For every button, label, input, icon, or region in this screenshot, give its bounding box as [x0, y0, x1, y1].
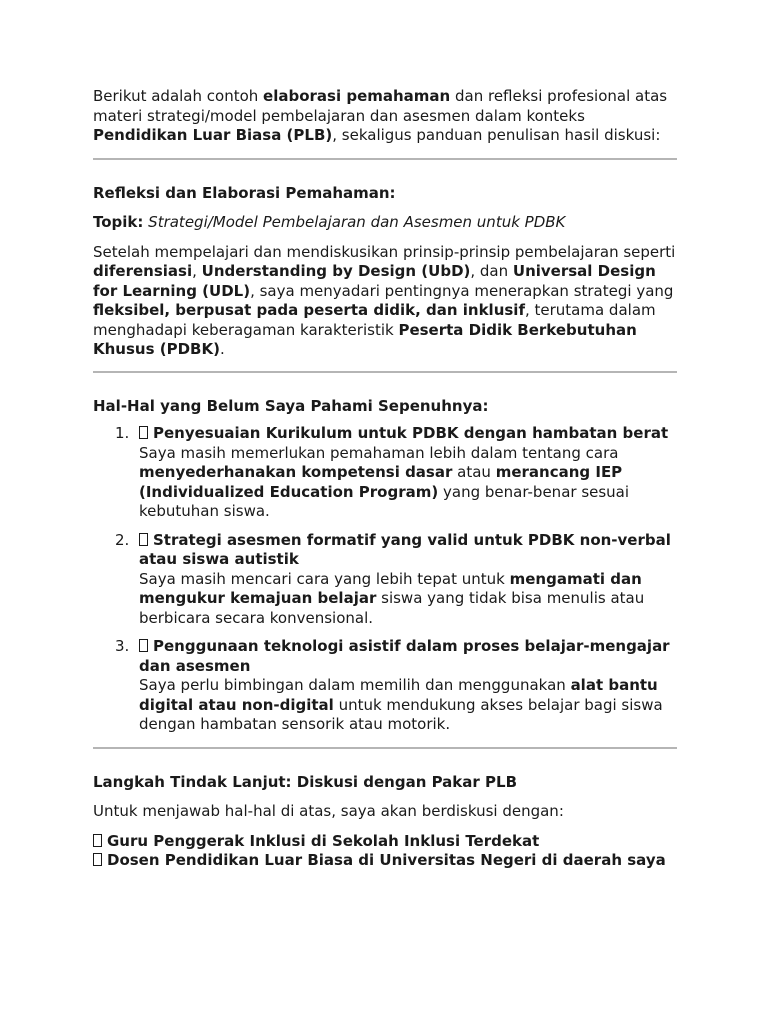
- missing-glyph-icon: [93, 834, 102, 847]
- list-item-text: yang benar-benar sesuai kebutuhan siswa.: [139, 482, 630, 520]
- list-item-text: siswa yang tidak bisa menulis atau berbicara secara konvensional.: [139, 589, 645, 627]
- intro-paragraph: [93, 87, 677, 146]
- contact-item: Guru Penggerak Inklusi di Sekolah Inklusi Terdekat: [107, 831, 540, 850]
- list-item-emphasis: menyederhanakan kompetensi dasar: [139, 463, 453, 481]
- refleksi-heading: Refleksi dan Elaborasi Pemahaman:: [93, 183, 396, 202]
- intro-emphasis: elaborasi pemahaman: [263, 87, 451, 105]
- missing-glyph-icon: [93, 853, 102, 866]
- list-item-emphasis: merancang IEP (Individualized Education Program): [139, 463, 623, 501]
- topik-value: Strategi/Model Pembelajaran dan Asesmen untuk PDBK: [143, 213, 566, 231]
- list-item-text: Saya masih mencari cara yang lebih tepat untuk: [139, 569, 510, 588]
- list-item-text: atau: [452, 463, 496, 481]
- list-item-title: Penggunaan teknologi asistif dalam proses belajar-mengajar dan asesmen: [139, 637, 670, 675]
- list-number: 1.: [115, 424, 130, 442]
- paragraph-text: , terutama dalam menghadapi keberagaman karakteristik: [93, 301, 656, 339]
- contact-list: [93, 832, 677, 871]
- paragraph-text: ,: [192, 262, 202, 280]
- paragraph-emphasis: diferensiasi: [93, 262, 193, 280]
- paragraph-emphasis: Peserta Didik Berkebutuhan Khusus (PDBK): [93, 320, 637, 358]
- list-item: [93, 531, 677, 629]
- missing-glyph-icon: [139, 533, 148, 546]
- missing-glyph-icon: [139, 639, 148, 652]
- paragraph-text: Setelah mempelajari dan mendiskusikan prinsip-prinsip pembelajaran seperti: [93, 242, 676, 261]
- list-number: 2.: [115, 530, 130, 549]
- list-item-title: Strategi asesmen formatif yang valid untuk PDBK non-verbal atau siswa autistik: [139, 530, 671, 568]
- list-item: [93, 637, 677, 735]
- list-number: 3.: [115, 637, 130, 655]
- list-item-text: untuk mendukung akses belajar bagi siswa dengan hambatan sensorik atau motorik.: [139, 695, 663, 733]
- list-item-text: Saya perlu bimbingan dalam memilih dan menggunakan: [139, 676, 571, 694]
- topik-line: [93, 213, 677, 233]
- list-item: [93, 424, 677, 522]
- paragraph-emphasis: Understanding by Design (UbD): [201, 262, 471, 280]
- intro-text: , sekaligus panduan penulisan hasil diskusi:: [332, 126, 661, 144]
- paragraph-text: , dan: [470, 262, 513, 280]
- paragraph-text: .: [219, 340, 225, 358]
- issues-heading: Hal-Hal yang Belum Saya Pahami Sepenuhnya:: [93, 396, 489, 415]
- section-divider: [93, 371, 677, 373]
- list-item-text: Saya masih memerlukan pemahaman lebih dalam tentang cara: [139, 443, 619, 462]
- document-page: [93, 87, 677, 871]
- paragraph-emphasis: Universal Design for Learning (UDL): [93, 262, 656, 300]
- list-item-emphasis: mengamati dan mengukur kemajuan belajar: [139, 569, 642, 607]
- paragraph-text: , saya menyadari pentingnya menerapkan strategi yang: [250, 281, 674, 300]
- followup-heading: Langkah Tindak Lanjut: Diskusi dengan Pakar PLB: [93, 772, 518, 791]
- topik-label: Topik:: [93, 213, 144, 231]
- list-item-title: Penyesuaian Kurikulum untuk PDBK dengan hambatan berat: [153, 424, 669, 442]
- paragraph-emphasis: fleksibel, berpusat pada peserta didik, dan inklusif: [93, 301, 525, 319]
- contact-item: Dosen Pendidikan Luar Biasa di Universitas Negeri di daerah saya: [107, 851, 666, 869]
- missing-glyph-icon: [139, 426, 148, 439]
- section-divider: [93, 158, 677, 160]
- intro-text: dan refleksi profesional atas materi strategi/model pembelajaran dan asesmen dalam konteks: [93, 87, 668, 125]
- section-divider: [93, 747, 677, 749]
- refleksi-paragraph: [93, 243, 677, 360]
- intro-text: Berikut adalah contoh: [93, 87, 264, 105]
- followup-intro: Untuk menjawab hal-hal di atas, saya akan berdiskusi dengan:: [93, 802, 564, 820]
- issues-list: [93, 424, 677, 735]
- intro-emphasis: Pendidikan Luar Biasa (PLB): [93, 126, 333, 144]
- list-item-emphasis: alat bantu digital atau non-digital: [139, 676, 658, 714]
